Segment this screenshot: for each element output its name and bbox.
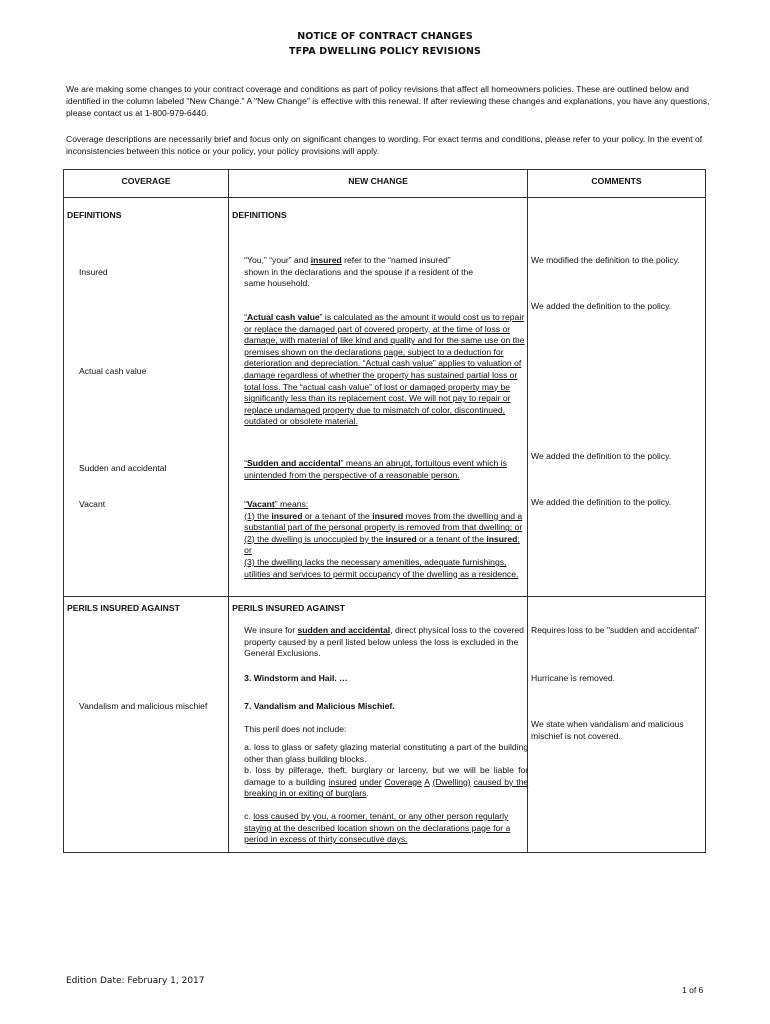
vacant-clause-2: (2) the dwelling is unoccupied by the insured or a tenant of the insured; or [244, 533, 520, 556]
edition-date: Edition Date: February 1, 2017 [66, 976, 205, 986]
insured-term: insured [310, 255, 342, 265]
vandalism-exclusion-a: a. loss to glass or safety glazing material constituting a part of the building other than glass building blocks. [244, 742, 529, 764]
changes-table [63, 169, 706, 853]
header-new-change: NEW CHANGE [229, 170, 528, 198]
vacant-comment: We added the definition to the policy. [531, 497, 672, 507]
definitions-change-heading: DEFINITIONS [232, 210, 287, 220]
windstorm-peril: 3. Windstorm and Hail. … [244, 673, 348, 683]
vandalism-exclusion-c: c. loss caused by you, a roomer, tenant, or any other person regularly staying at the described location shown on the declarations page for a period in excess of thirty consecutive days. [244, 811, 511, 845]
insured-text-a: “You,” “your” and [244, 255, 311, 265]
insured-definition [244, 255, 476, 290]
sudden-text: ” means an abrupt, fortuitous event which is unintended from the perspective of a reasonable person. [244, 458, 507, 480]
perils-intro: We insure for sudden and accidental, direct physical loss to the covered property caused by a peril listed below unless the loss is excluded in the General Exclusions. [244, 625, 524, 659]
sudden-definition: “Sudden and accidental” means an abrupt, fortuitous event which is unintended from the perspective of a reasonable person. [244, 458, 507, 480]
windstorm-comment: Hurricane is removed. [531, 673, 616, 683]
perils-heading: PERILS INSURED AGAINST [67, 603, 180, 613]
vacant-means: ” means: [274, 499, 309, 509]
page-subtitle: TFPA DWELLING POLICY REVISIONS [289, 46, 481, 57]
coverage-insured: Insured [79, 267, 108, 277]
definitions-change-cell [229, 198, 528, 597]
perils-change-cell [229, 597, 528, 853]
coverage-actual-cash-value: Actual cash value [79, 366, 147, 376]
vandalism-comment: We state when vandalism and malicious mischief is not covered. [531, 719, 684, 741]
insured-comment: We modified the definition to the policy. [531, 255, 680, 265]
vacant-definition: “Vacant” means: (1) the insured or a tenant of the insured moves from the dwelling and a substantial part of the personal property is removed from that dwelling; or (2) the dwelling is unoccupied by the insured or a tenant of the insured; or (3) the dwelling lacks the necessary amenities, adequate furnishings, utilities and services to permit occupancy of the dwelling as a residence. [244, 499, 528, 580]
intro-paragraph-2: Coverage descriptions are necessarily brief and focus only on significant changes to wording. For exact terms and conditions, please refer to your policy. In the event of inconsistencies between this notice or your policy, your policy provisions will apply. [66, 134, 703, 156]
sudden-comment: We added the definition to the policy. [531, 451, 672, 461]
peril-not-include: This peril does not include: [244, 724, 347, 734]
header-coverage: COVERAGE [64, 170, 229, 198]
perils-section [64, 597, 706, 853]
coverage-vandalism: Vandalism and malicious mischief [79, 701, 208, 711]
vacant-clause-3: (3) the dwelling lacks the necessary amenities, adequate furnishings, utilities and services to permit occupancy of the dwelling as a residence. [244, 556, 519, 579]
acv-definition: “Actual cash value” is calculated as the amount it would cost us to repair or replace the damaged part of covered property, at the time of loss or damage, with material of like kind and quality and for the same use on the premises shown on the declarations page, subject to a deduction for deterioration and depreciation. “Actual cash value” applies to valuation of damage regardless of whether the property has sustained partial loss or total loss. The “actual cash value” of lost or damaged property may be significantly less than its replacement cost. We will not pay to repair or replace undamaged property due to mismatch of color, discontinued, outdated or obsolete material. [244, 312, 525, 427]
perils-change-heading: PERILS INSURED AGAINST [232, 603, 346, 613]
definitions-heading: DEFINITIONS [67, 210, 122, 220]
coverage-vacant: Vacant [79, 499, 106, 509]
perils-comments-cell [528, 597, 706, 853]
acv-text: ” is calculated as the amount it would cost us to repair or replace the damaged part of covered property, at the time of loss or damage, with material of like kind and quality and for the same use on the premises shown on the declarations page, subject to a deduction for deterioration and depreciation. “Actual cash value” applies to valuation of damage regardless of whether the property has sustained partial loss or total loss. The “actual cash value” of lost or damaged property may be significantly less than its replacement cost. We will not pay to repair or replace undamaged property due to mismatch of color, discontinued, outdated or obsolete material. [244, 312, 525, 427]
acv-term: Actual cash value [247, 312, 320, 322]
insured-text-b: refer to the “named insured” shown in the declarations and the spouse if a resident of the same household. [244, 255, 474, 289]
acv-comment: We added the definition to the policy. [531, 301, 672, 311]
definitions-comments-cell [528, 198, 706, 597]
table-header-row [64, 170, 706, 198]
intro-paragraph-1: We are making some changes to your contract coverage and conditions as part of policy revisions that affect all homeowners policies. These are outlined below and identified in the column labeled "New Change." A "New Change" is effective with this renewal. If after reviewing these changes and explanations, you have any questions, please contact us at 1-800-979-6440. [66, 84, 710, 118]
vacant-term: Vacant [247, 499, 275, 509]
perils-intro-term: sudden and accidental [297, 625, 391, 635]
vandalism-exclusion-b: b. loss by pilferage, theft, burglary or larceny, but we will be liable for damage to a building insured under Coverage A (Dwelling) caused by the breaking in or exiting of burglars. [244, 765, 529, 799]
sudden-term: Sudden and accidental [247, 458, 341, 468]
page-number: 1 of 6 [682, 985, 704, 995]
perils-coverage-cell [64, 597, 229, 853]
header-comments: COMMENTS [528, 170, 706, 198]
definitions-section [64, 198, 706, 597]
coverage-sudden-and-accidental: Sudden and accidental [79, 463, 167, 473]
page-title: NOTICE OF CONTRACT CHANGES [297, 31, 473, 42]
perils-intro-comment: Requires loss to be "sudden and accidental" [531, 625, 700, 635]
vacant-clause-1: (1) the insured or a tenant of the insured moves from the dwelling and a substantial part of the personal property is removed from that dwelling; or [244, 510, 523, 533]
vandalism-peril-heading: 7. Vandalism and Malicious Mischief. [244, 701, 395, 711]
definitions-coverage-cell [64, 198, 229, 597]
